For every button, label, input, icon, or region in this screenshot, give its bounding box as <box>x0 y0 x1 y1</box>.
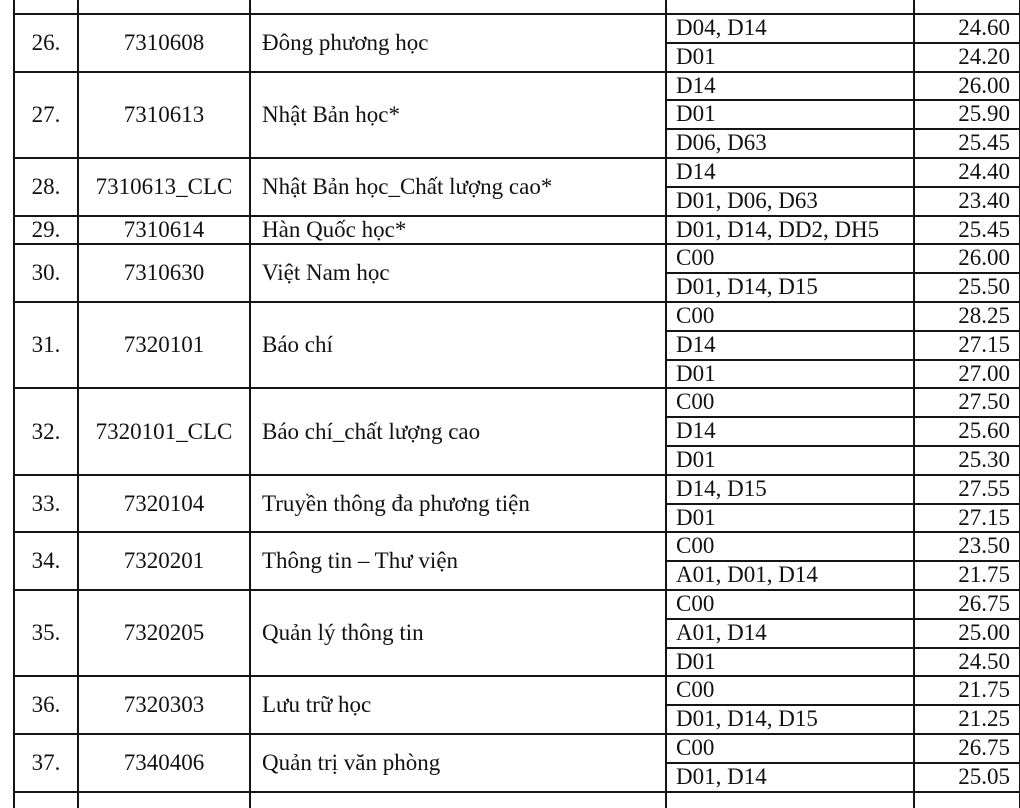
row-number: 35. <box>31 620 61 646</box>
cutoff-score: 25.45 <box>958 216 1010 242</box>
cutoff-score: 24.20 <box>958 43 1010 69</box>
table-rule <box>14 675 1020 677</box>
program-code: 7310630 <box>123 260 205 286</box>
cutoff-score: 25.60 <box>958 418 1010 444</box>
cutoff-score: 26.00 <box>958 245 1010 271</box>
cutoff-score: 21.75 <box>958 677 1010 703</box>
program-name: Nhật Bản học* <box>262 101 400 127</box>
program-name: Lưu trữ học <box>262 692 372 718</box>
subject-combination: D01, D14, DD2, DH5 <box>676 216 880 242</box>
cutoff-score: 21.75 <box>958 562 1010 588</box>
subject-combination: D14, D15 <box>676 475 767 501</box>
cutoff-score: 25.00 <box>958 619 1010 645</box>
admission-score-table <box>14 14 1020 804</box>
subject-combination: C00 <box>676 389 715 415</box>
table-rule <box>14 301 1020 303</box>
table-rule <box>666 42 1020 44</box>
cutoff-score: 27.15 <box>958 504 1010 530</box>
table-column-rule <box>665 0 667 808</box>
row-number: 37. <box>31 749 61 775</box>
table-rule <box>666 99 1020 101</box>
table-rule <box>666 618 1020 620</box>
table-rule <box>666 647 1020 649</box>
cutoff-score: 27.50 <box>958 389 1010 415</box>
table-column-rule <box>249 0 251 808</box>
cutoff-score: 25.90 <box>958 101 1010 127</box>
cutoff-score: 27.00 <box>958 360 1010 386</box>
subject-combination: D14 <box>676 331 716 357</box>
subject-combination: C00 <box>676 591 715 616</box>
row-number: 33. <box>31 490 61 516</box>
table-column-rule <box>913 0 915 808</box>
table-rule <box>666 704 1020 706</box>
program-name: Quản trị văn phòng <box>262 749 441 775</box>
table-rule <box>666 445 1020 447</box>
table-rule <box>14 733 1020 735</box>
program-code: 7320303 <box>123 692 205 718</box>
row-number: 27. <box>31 101 61 127</box>
program-name: Báo chí <box>262 332 333 358</box>
subject-combination: D14 <box>676 72 716 98</box>
table-rule <box>14 215 1020 217</box>
table-column-rule <box>77 0 79 808</box>
subject-combination: D01, D06, D63 <box>676 187 818 213</box>
table-rule <box>666 359 1020 361</box>
program-name: Đông phương học <box>262 29 429 55</box>
table-rule <box>14 71 1020 73</box>
table-rule <box>14 531 1020 533</box>
cutoff-score: 23.50 <box>958 533 1010 559</box>
cutoff-score: 26.75 <box>958 591 1010 616</box>
cutoff-score: 25.50 <box>958 274 1010 300</box>
subject-combination: D14 <box>676 159 716 184</box>
table-rule <box>666 503 1020 505</box>
table-rule <box>666 416 1020 418</box>
table-rule <box>14 791 1020 793</box>
subject-combination: D04, D14 <box>676 15 767 40</box>
program-name: Thông tin – Thư viện <box>262 548 459 574</box>
program-name: Việt Nam học <box>262 260 390 286</box>
row-number: 29. <box>31 217 61 242</box>
cutoff-score: 28.25 <box>958 303 1010 328</box>
subject-combination: A01, D01, D14 <box>676 562 818 588</box>
subject-combination: D01 <box>676 447 716 472</box>
cutoff-score: 25.30 <box>958 447 1010 472</box>
cutoff-score: 27.15 <box>958 331 1010 357</box>
program-code: 7310613 <box>123 101 205 127</box>
cutoff-score: 26.75 <box>958 735 1010 760</box>
subject-combination: C00 <box>676 735 715 760</box>
table-rule <box>14 387 1020 389</box>
row-number: 32. <box>31 418 61 444</box>
subject-combination: C00 <box>676 677 715 703</box>
row-number: 36. <box>31 692 61 718</box>
cutoff-score: 24.60 <box>958 15 1010 40</box>
table-rule <box>14 243 1020 245</box>
cutoff-score: 25.45 <box>958 130 1010 156</box>
table-column-rule <box>13 0 15 808</box>
table-rule <box>14 474 1020 476</box>
subject-combination: D01 <box>676 101 716 127</box>
table-rule <box>14 13 1020 15</box>
subject-combination: D01 <box>676 648 716 674</box>
program-code: 7320101 <box>123 332 205 358</box>
table-rule <box>666 186 1020 188</box>
cutoff-score: 21.25 <box>958 706 1010 732</box>
table-rule <box>666 330 1020 332</box>
program-name: Báo chí_chất lượng cao <box>262 418 481 444</box>
program-code: 7310614 <box>123 217 205 242</box>
program-code: 7310613_CLC <box>95 173 233 199</box>
table-rule <box>666 128 1020 130</box>
subject-combination: D01 <box>676 360 716 386</box>
program-name: Nhật Bản học_Chất lượng cao* <box>262 173 553 199</box>
subject-combination: D01, D14, D15 <box>676 274 818 300</box>
table-rule <box>666 272 1020 274</box>
cutoff-score: 27.55 <box>958 475 1010 501</box>
program-name: Truyền thông đa phương tiện <box>262 490 530 516</box>
subject-combination: C00 <box>676 245 715 271</box>
cutoff-score: 23.40 <box>958 187 1010 213</box>
subject-combination: C00 <box>676 303 715 328</box>
row-number: 30. <box>31 260 61 286</box>
row-number: 28. <box>31 173 61 199</box>
cutoff-score: 24.40 <box>958 159 1010 184</box>
row-number: 34. <box>31 548 61 574</box>
subject-combination: D01, D14 <box>676 763 767 789</box>
cutoff-score: 24.50 <box>958 648 1010 674</box>
program-name: Quản lý thông tin <box>262 620 424 646</box>
table-rule <box>666 762 1020 764</box>
program-code: 7320205 <box>123 620 205 646</box>
table-rule <box>14 589 1020 591</box>
program-name: Hàn Quốc học* <box>262 217 407 242</box>
subject-combination: D01 <box>676 504 716 530</box>
program-code: 7310608 <box>123 29 205 55</box>
subject-combination: A01, D14 <box>676 619 767 645</box>
subject-combination: D01 <box>676 43 716 69</box>
subject-combination: D06, D63 <box>676 130 767 156</box>
subject-combination: D01, D14, D15 <box>676 706 818 732</box>
row-number: 31. <box>31 332 61 358</box>
table-rule <box>14 157 1020 159</box>
program-code: 7320201 <box>123 548 205 574</box>
subject-combination: D14 <box>676 418 716 444</box>
program-code: 7320104 <box>123 490 205 516</box>
row-number: 26. <box>31 29 61 55</box>
subject-combination: C00 <box>676 533 715 559</box>
program-code: 7340406 <box>123 749 205 775</box>
table-rule <box>666 560 1020 562</box>
cutoff-score: 26.00 <box>958 72 1010 98</box>
program-code: 7320101_CLC <box>95 418 233 444</box>
cutoff-score: 25.05 <box>958 763 1010 789</box>
